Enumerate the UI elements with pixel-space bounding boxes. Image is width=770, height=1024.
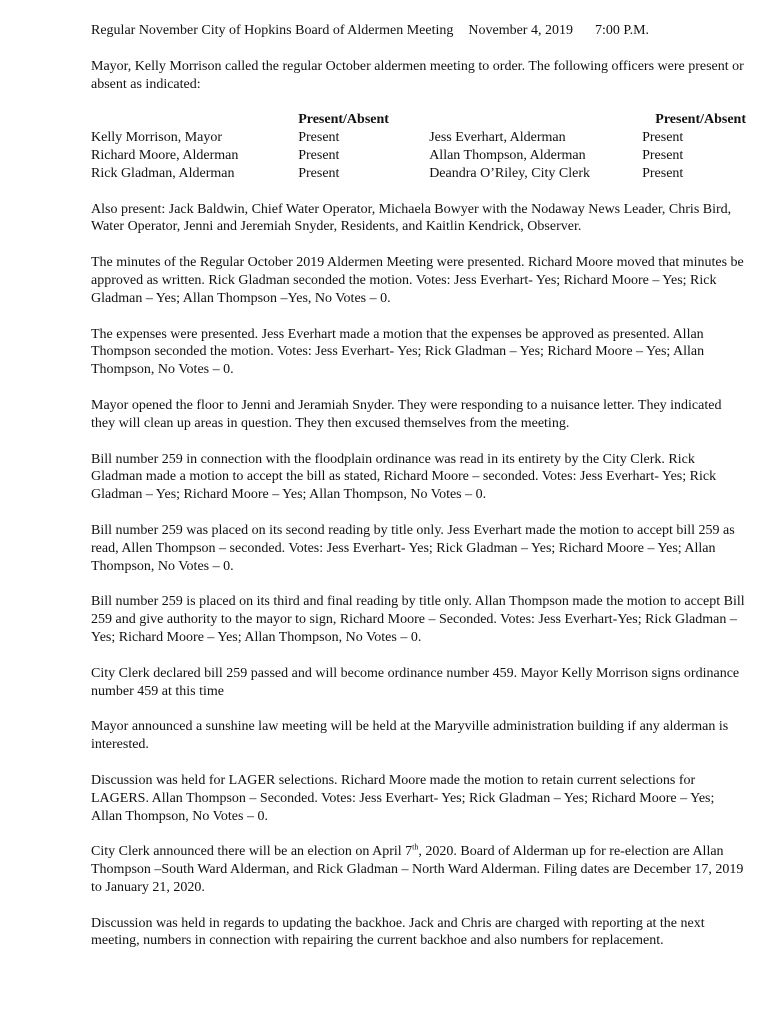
present-absent-header-right: Present/Absent xyxy=(655,112,746,128)
attendance-row xyxy=(91,129,746,147)
attendance-row xyxy=(91,165,746,183)
intro-paragraph: Mayor, Kelly Morrison called the regular October aldermen meeting to order. The following officers were present or absent as indicated: xyxy=(91,58,744,92)
meeting-header xyxy=(91,22,746,40)
backhoe-paragraph: Discussion was held in regards to updating the backhoe. Jack and Chris are charged with reporting at the next meeting, numbers in connection with repairing the current backhoe and also numbers for replacement. xyxy=(91,915,705,949)
officer-name: Rick Gladman, Alderman xyxy=(91,165,235,181)
bill-second-reading-paragraph: Bill number 259 was placed on its second reading by title only. Jess Everhart made the motion to accept bill 259 as read, Allen Thompson – seconded. Votes: Jess Everhart- Yes; Rick Gladman – Yes; Richard Moore – Yes; Allan Thompson, No Votes – 0. xyxy=(91,522,735,574)
election-text-start: City Clerk announced there will be an election on April 7 xyxy=(91,844,413,860)
attendance-row xyxy=(91,147,746,165)
officer-name: Jess Everhart, Alderman xyxy=(429,130,566,146)
meeting-time: 7:00 P.M. xyxy=(594,23,650,38)
bill-first-reading-paragraph: Bill number 259 in connection with the floodplain ordinance was read in its entirety by the City Clerk. Rick Gladman made a motion to accept the bill as stated, Richard Moore – seconded. Votes: Jess Everhart- Yes; Rick Gladman – Yes; Richard Moore – Yes; Allan Thompson, No Votes – 0. xyxy=(91,451,717,503)
election-paragraph xyxy=(91,843,746,896)
officer-status: Present xyxy=(642,147,684,163)
officer-status: Present xyxy=(298,147,340,163)
officer-status: Present xyxy=(298,165,340,181)
officer-status: Present xyxy=(298,130,340,146)
nuisance-paragraph: Mayor opened the floor to Jenni and Jeramiah Snyder. They were responding to a nuisance letter. They indicated they will clean up areas in question. They then excused themselves from the meeting. xyxy=(91,397,722,431)
meeting-date: November 4, 2019 xyxy=(468,23,573,38)
officer-name: Richard Moore, Alderman xyxy=(91,147,239,163)
ordinal-suffix: th xyxy=(412,842,419,852)
officer-status: Present xyxy=(642,165,684,181)
document-page xyxy=(91,22,746,968)
present-absent-header-left: Present/Absent xyxy=(298,112,389,128)
bill-third-reading-paragraph: Bill number 259 is placed on its third and final reading by title only. Allan Thompson made the motion to accept Bill 259 and give authority to the mayor to sign, Richard Moore – Seconded. Votes: Jess Everhart-Yes; Rick Gladman – Yes; Richard Moore – Yes; Allan Thompson, No Votes – 0. xyxy=(91,594,745,645)
meeting-title: Regular November City of Hopkins Board of Aldermen Meeting xyxy=(91,23,454,38)
officer-name: Allan Thompson, Alderman xyxy=(429,147,586,163)
ordinance-paragraph: City Clerk declared bill 259 passed and will become ordinance number 459. Mayor Kelly Morrison signs ordinance number 459 at this time xyxy=(91,665,740,699)
lagers-paragraph: Discussion was held for LAGER selections. Richard Moore made the motion to retain current selections for LAGERS. Allan Thompson – Seconded. Votes: Jess Everhart- Yes; Rick Gladman – Yes; Richard Moore – Yes; Allan Thompson, No Votes – 0. xyxy=(91,772,715,824)
minutes-paragraph: The minutes of the Regular October 2019 Aldermen Meeting were presented. Richard Moore moved that minutes be approved as written. Rick Gladman seconded the motion. Votes: Jess Everhart- Yes; Richard Moore – Yes; Rick Gladman – Yes; Allan Thompson –Yes, No Votes – 0. xyxy=(91,255,744,306)
attendance-table xyxy=(91,111,746,182)
election-text-end: , 2020. Board of Alderman up for re-election are Allan Thompson –South Ward Alderman, and Rick Gladman – North Ward Alderman. Filing dates are December 17, 2019 to January 21, 2020. xyxy=(91,844,744,895)
officer-name: Kelly Morrison, Mayor xyxy=(91,130,223,146)
officer-status: Present xyxy=(642,130,684,146)
also-present-paragraph: Also present: Jack Baldwin, Chief Water Operator, Michaela Bowyer with the Nodaway News Leader, Chris Bird, Water Operator, Jenni and Jeremiah Snyder, Residents, and Kaitlin Kendrick, Observer. xyxy=(91,201,732,235)
officer-name: Deandra O’Riley, City Clerk xyxy=(429,165,591,181)
attendance-header-row xyxy=(91,111,746,129)
expenses-paragraph: The expenses were presented. Jess Everhart made a motion that the expenses be approved as presented. Allan Thompson seconded the motion. Votes: Jess Everhart- Yes; Rick Gladman – Yes; Richard Moore – Yes; Allan Thompson, No Votes – 0. xyxy=(91,326,705,378)
sunshine-paragraph: Mayor announced a sunshine law meeting will be held at the Maryville administration building if any alderman is interested. xyxy=(91,719,729,753)
